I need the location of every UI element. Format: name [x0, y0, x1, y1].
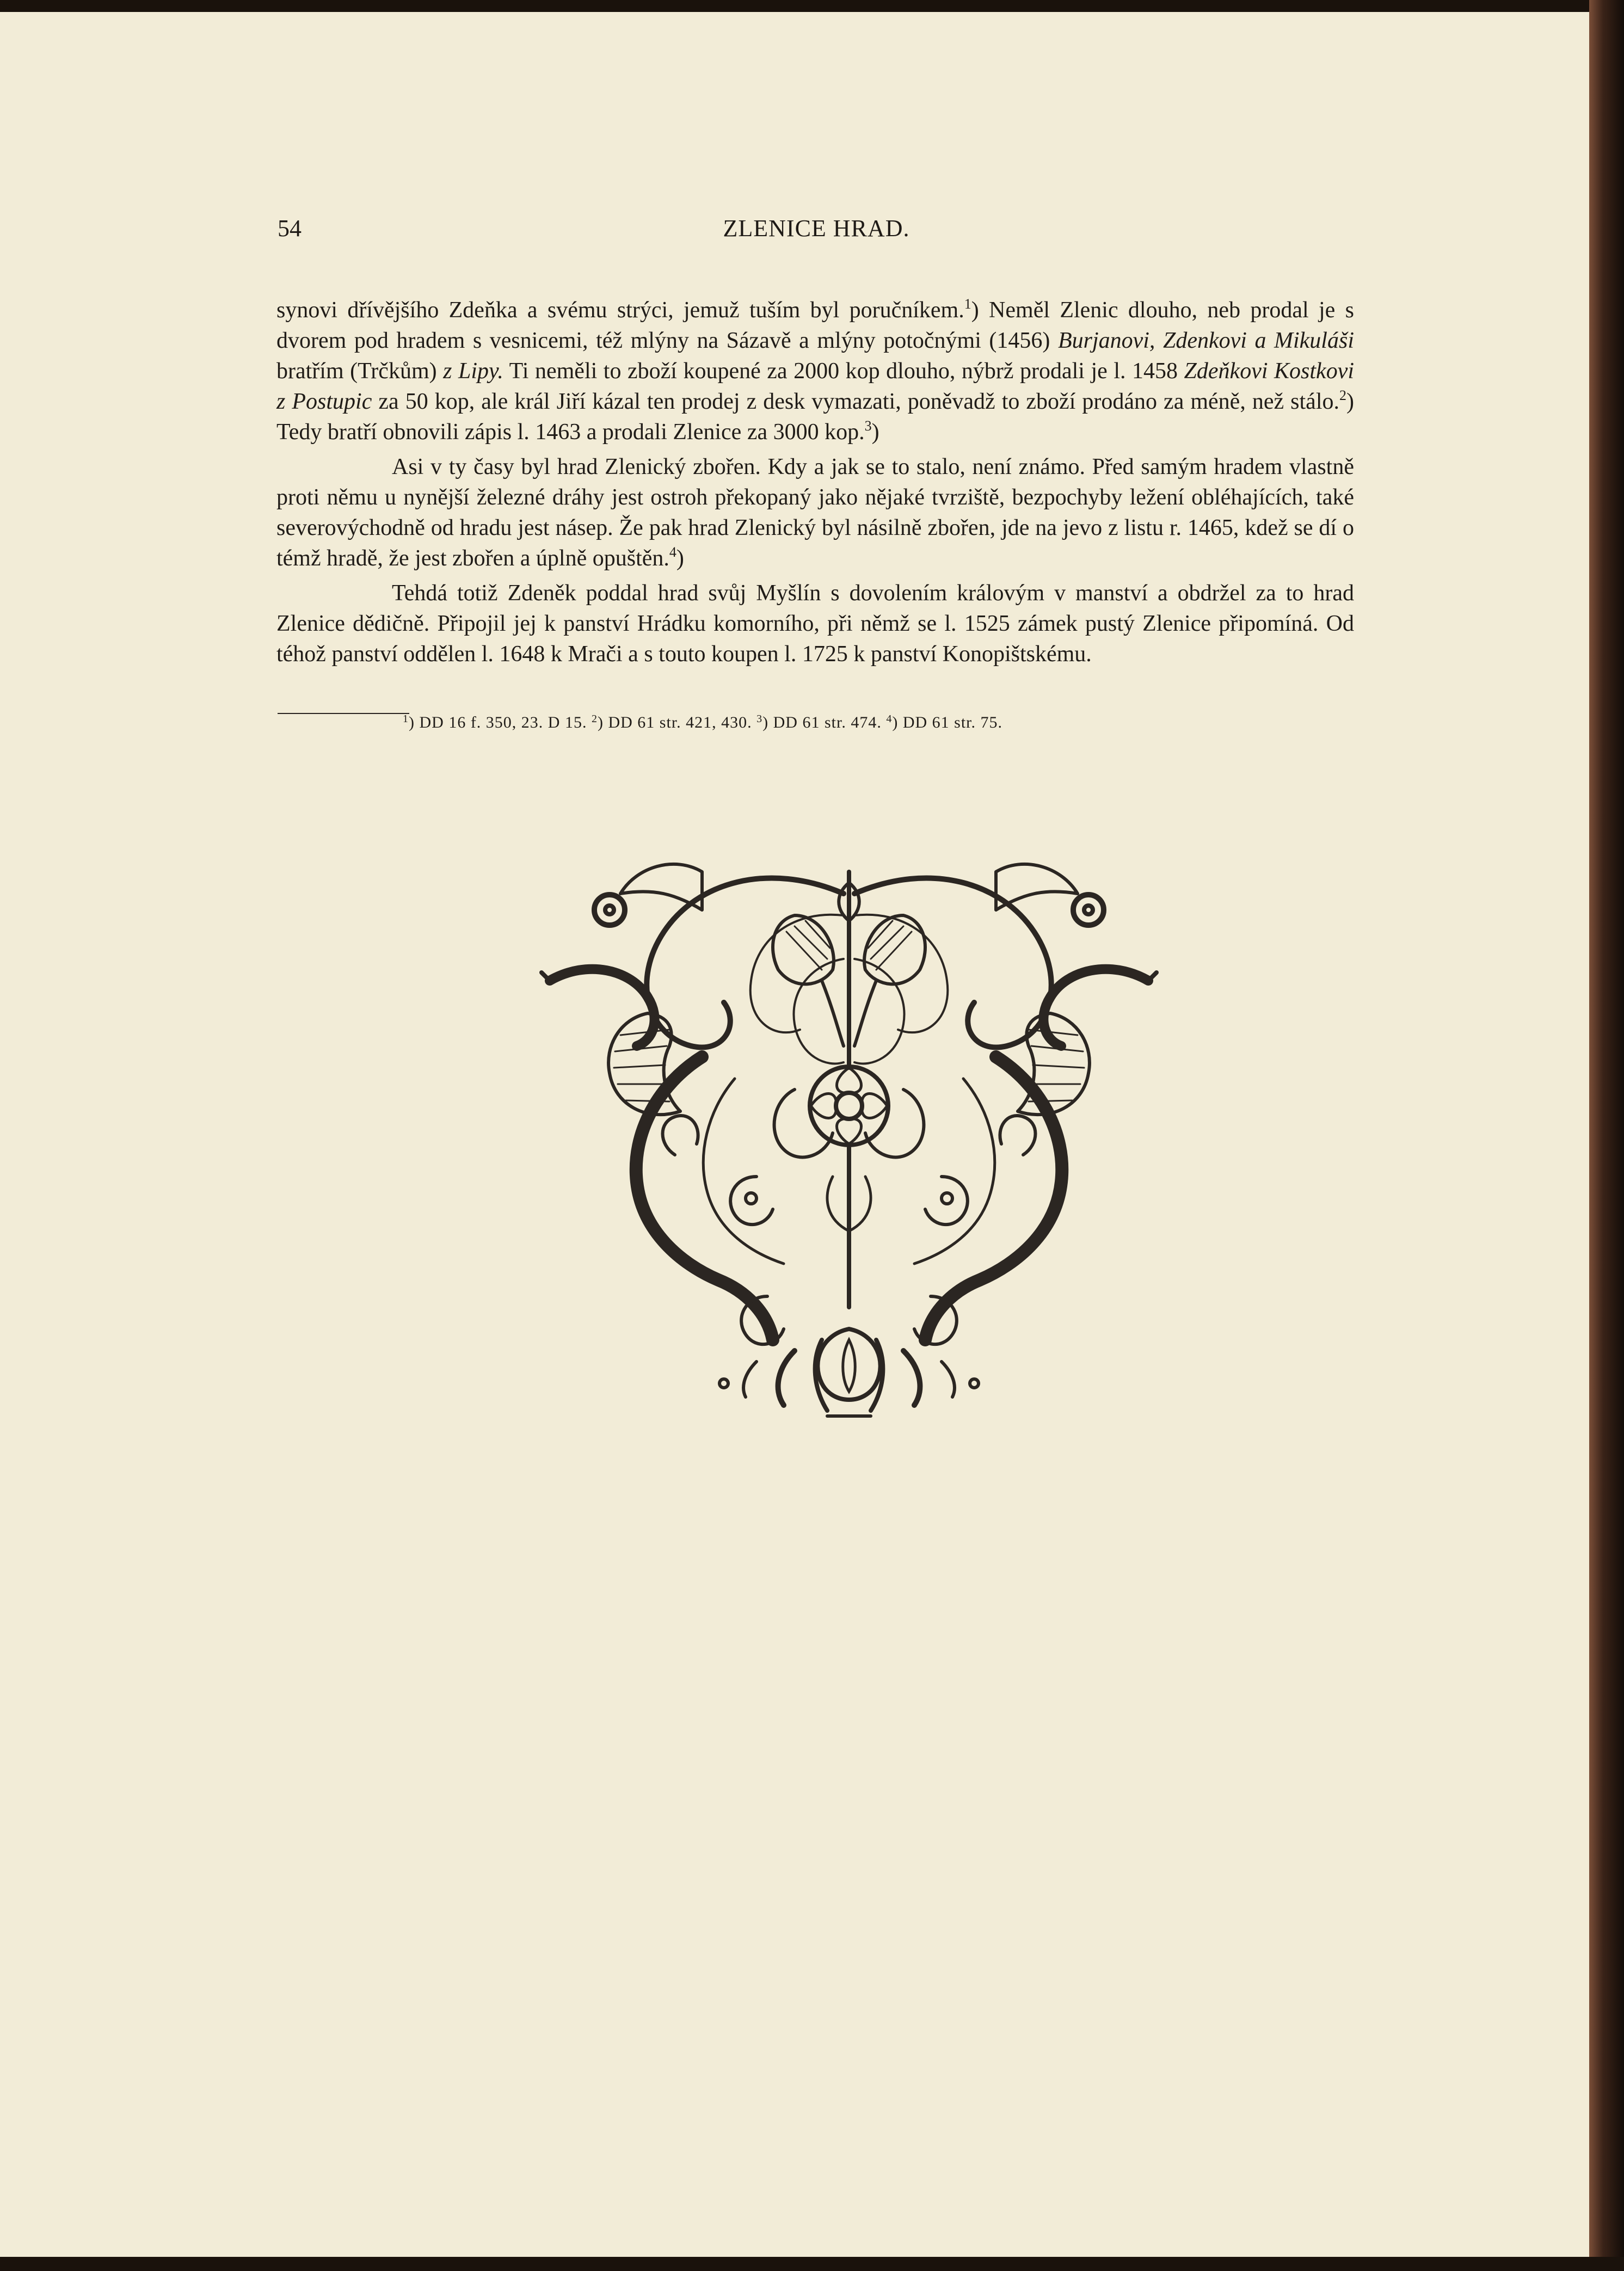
- footnotes: [403, 712, 1219, 734]
- text-run: ) Neměl Zlenic dlouho, neb prodal je s dvorem pod hradem s vesnicemi, též mlýny na Sázavě a mlýny potočnými (1456): [276, 298, 1354, 353]
- text-run: ): [676, 546, 684, 571]
- paragraph: [276, 578, 1354, 669]
- footnote-ref: 1: [964, 296, 971, 312]
- paragraph: [276, 452, 1354, 574]
- footnote-rule: [278, 713, 409, 714]
- text-run: Asi v ty časy byl hrad Zlenický zbořen. Kdy a jak se to stalo, není známo. Před samým hradem vlastně proti němu u nynější železné dráhy jest ostroh překopaný jako nějaké tvrziště, bezpochyby ležení obléhajících, také severovýchodně od hradu jest násep. Že pak hrad Zlenický byl násilně zbořen, jde na jevo z listu r. 1465, kdež se dí o témž hradě, že jest zbořen a úplně opuštěn.: [276, 454, 1354, 571]
- footnote-mark: 3: [756, 713, 763, 725]
- footnote-mark: 1: [403, 713, 409, 725]
- footnote-text: ) DD 61 str. 421, 430.: [597, 713, 757, 731]
- book-binding-edge: [1589, 0, 1624, 2271]
- footnote-ref: 2: [1339, 387, 1346, 403]
- text-run: bratřím (Trčkům): [276, 359, 444, 384]
- floral-vignette-icon: [539, 850, 1159, 1438]
- footnote-text: ) DD 16 f. 350, 23. D 15.: [409, 713, 592, 731]
- text-run: Tehdá totiž Zdeněk poddal hrad svůj Myšlín s dovolením královým v manství a obdržel za to hrad Zlenice dědičně. Připojil jej k panství Hrádku komorního, při němž se l. 1525 zámek pustý Zlenice připomíná. Od téhož panství oddělen l. 1648 k Mrači a s touto koupen l. 1725 k panství Konopištskému.: [276, 581, 1354, 667]
- book-page: [0, 12, 1589, 2257]
- body-text: [276, 295, 1354, 674]
- footnote-mark: 2: [591, 713, 598, 725]
- scan-top-edge: [0, 0, 1624, 12]
- paragraph: [276, 295, 1354, 447]
- text-run: Ti neměli to zboží koupené za 2000 kop dlouho, nýbrž prodali je l. 1458: [503, 359, 1184, 384]
- text-run: Burjanovi, Zdenkovi a Mikuláši: [1057, 328, 1354, 353]
- footnote-text: ) DD 61 str. 75.: [892, 713, 1002, 731]
- text-run: synovi dřívějšího Zdeňka a svému strýci, jemuž tuším byl poručníkem.: [276, 298, 964, 323]
- footnote-ref: 4: [669, 544, 676, 560]
- running-head: [278, 214, 1355, 253]
- text-run: za 50 kop, ale král Jiří kázal ten prodej z desk vymazati, poněvadž to zboží prodáno za méně, než stálo.: [372, 389, 1339, 414]
- text-run: z Lipy.: [443, 359, 503, 384]
- footnote-ref: 3: [864, 418, 872, 434]
- footnote-mark: 4: [886, 713, 893, 725]
- text-run: Zdeňkovi Kostkovi z Postupic: [276, 359, 1355, 414]
- text-run: ) Tedy bratří obnovili zápis l. 1463 a prodali Zlenice za 3000 kop.: [276, 389, 1354, 445]
- page-title: ZLENICE HRAD.: [723, 215, 910, 242]
- text-run: ): [871, 420, 879, 445]
- footnote-text: ) DD 61 str. 474.: [762, 713, 887, 731]
- scan-bottom-edge: [0, 2257, 1624, 2271]
- page-number: 54: [278, 215, 302, 242]
